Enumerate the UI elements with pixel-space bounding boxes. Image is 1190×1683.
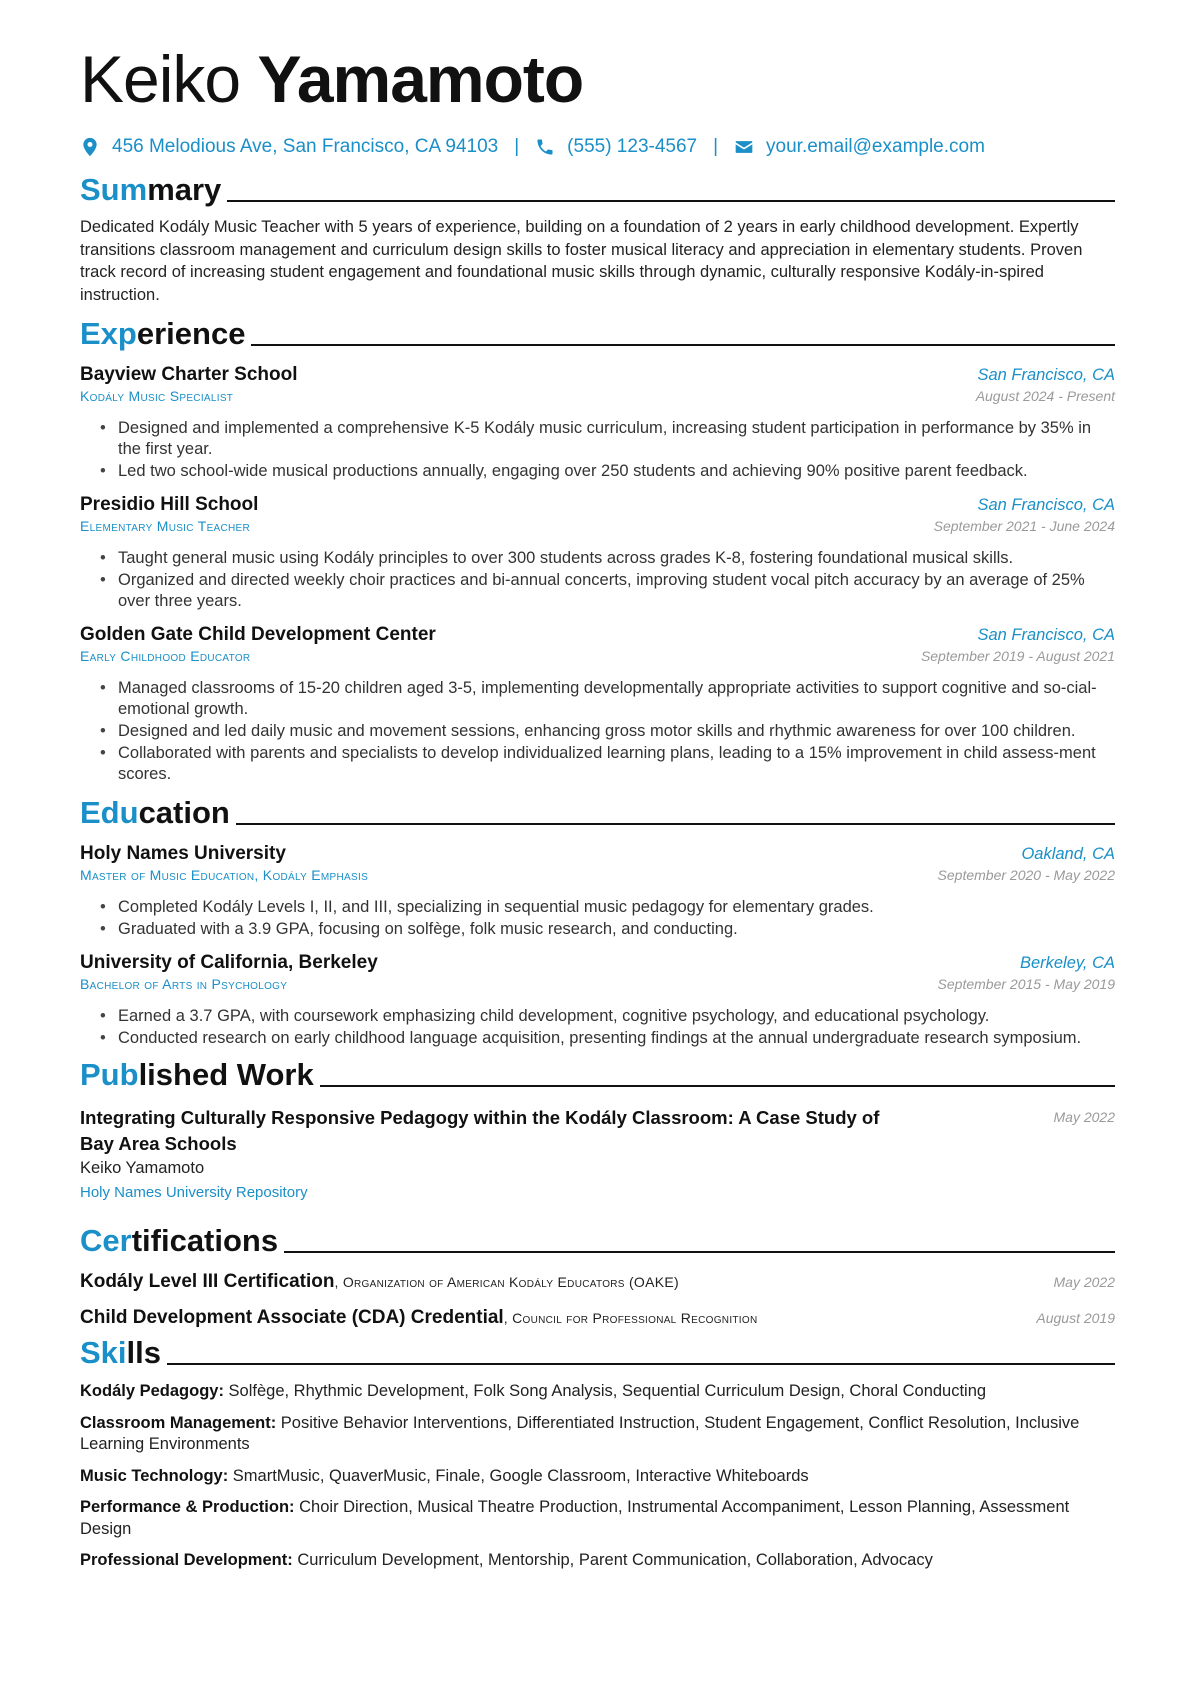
skills-heading: [80, 1335, 1115, 1371]
experience-heading: [80, 316, 1115, 352]
bullet-item: • Conducted research on early childhood language acquisition, presenting findings at the annual undergraduate research symposium.: [118, 1028, 1115, 1049]
certification-entry: [80, 1307, 1115, 1329]
degree-title: Bachelor of Arts in Psychology: [80, 976, 288, 992]
published-heading: [80, 1057, 1115, 1093]
school-bullets: [80, 1006, 1115, 1049]
bullet-item: • Graduated with a 3.9 GPA, focusing on solfège, folk music research, and conducting.: [118, 919, 1115, 940]
skill-group: [80, 1381, 1115, 1403]
bullet-item: • Designed and led daily music and movement sessions, enhancing gross motor skills and rhythmic awareness for over 100 children.: [118, 721, 1115, 742]
candidate-name: [80, 38, 1115, 120]
job-location: San Francisco, CA: [977, 366, 1115, 384]
section-rule: [236, 823, 1115, 825]
job-location: San Francisco, CA: [977, 626, 1115, 644]
skill-group: [80, 1466, 1115, 1488]
skill-group: [80, 1550, 1115, 1572]
publication-author: Keiko Yamamoto: [80, 1159, 205, 1177]
school-location: Oakland, CA: [1021, 845, 1115, 863]
bullet-item: • Organized and directed weekly choir practices and bi-annual concerts, improving student vocal pitch accuracy by an average of 25% over three years.: [118, 570, 1115, 612]
email-link[interactable]: your.email@example.com: [766, 136, 985, 157]
bullet-item: • Designed and implemented a comprehensive K-5 Kodály music curriculum, increasing student participation in performance by 35% in the first year.: [118, 418, 1115, 460]
phone-item: [535, 136, 697, 158]
section-title-rest: lished Work: [138, 1057, 314, 1092]
address-item: [80, 136, 498, 158]
section-title-accent: Exp: [80, 316, 137, 351]
education-entry: [80, 952, 1115, 1049]
certification-issuer: , Organization of American Kodály Educators (OAKE): [334, 1274, 679, 1290]
skill-values: Positive Behavior Interventions, Differentiated Instruction, Student Engagement, Conflict Resolution, Inclusive Learning Environments: [80, 1413, 1080, 1453]
section-title: [80, 795, 230, 831]
employer-name: Presidio Hill School: [80, 494, 259, 515]
job-title: Elementary Music Teacher: [80, 518, 251, 534]
education-entry: [80, 843, 1115, 940]
publication-date: May 2022: [1053, 1109, 1115, 1125]
certification-name: Child Development Associate (CDA) Credential: [80, 1307, 504, 1328]
map-pin-icon: [80, 137, 100, 157]
bullet-item: • Completed Kodály Levels I, II, and III, specializing in sequential music pedagogy for elementary grades.: [118, 897, 1115, 918]
experience-entry: [80, 624, 1115, 785]
phone-text: (555) 123-4567: [567, 136, 698, 157]
certification-date: August 2019: [1036, 1310, 1115, 1326]
section-title-accent: Cer: [80, 1223, 132, 1258]
school-dates: September 2020 - May 2022: [937, 867, 1115, 883]
school-dates: September 2015 - May 2019: [937, 976, 1115, 992]
job-title: Early Childhood Educator: [80, 648, 251, 664]
first-name: Keiko: [80, 42, 241, 116]
school-name: Holy Names University: [80, 843, 286, 864]
skill-label: Music Technology:: [80, 1466, 229, 1485]
skill-group: [80, 1497, 1115, 1540]
last-name: Yamamoto: [257, 42, 584, 116]
bullet-item: • Managed classrooms of 15-20 children aged 3-5, implementing developmentally appropriate activities to support cognitive and so-cial-emotional growth.: [118, 678, 1115, 720]
section-title: [80, 1335, 161, 1371]
section-title-rest: tifications: [131, 1223, 279, 1258]
certifications-heading: [80, 1223, 1115, 1259]
email-item[interactable]: [734, 136, 985, 158]
address-text: 456 Melodious Ave, San Francisco, CA 94103: [112, 136, 499, 157]
skill-values: Choir Direction, Musical Theatre Production, Instrumental Accompaniment, Lesson Planning, Assessment Design: [80, 1498, 1070, 1538]
certification-date: May 2022: [1053, 1274, 1115, 1290]
contact-bar: [80, 136, 1115, 158]
publication-title: Integrating Culturally Responsive Pedagogy within the Kodály Classroom: A Case Study of Bay Area Schools: [80, 1107, 880, 1154]
job-bullets: [80, 678, 1115, 785]
school-location: Berkeley, CA: [1019, 954, 1115, 972]
section-title-accent: Pub: [80, 1057, 139, 1092]
section-rule: [227, 200, 1115, 202]
envelope-icon: [734, 137, 754, 157]
job-dates: August 2024 - Present: [975, 388, 1115, 404]
job-dates: September 2021 - June 2024: [933, 518, 1115, 534]
bullet-item: • Collaborated with parents and specialists to develop individualized learning plans, leading to a 15% improvement in child assess-ment scores.: [118, 743, 1115, 785]
section-rule: [167, 1363, 1115, 1365]
job-title: Kodály Music Specialist: [80, 388, 234, 404]
education-heading: [80, 795, 1115, 831]
section-rule: [284, 1251, 1115, 1253]
section-title-rest: erience: [136, 316, 246, 351]
publication-entry: [80, 1105, 1115, 1201]
section-title-rest: mary: [147, 172, 222, 207]
experience-entry: [80, 494, 1115, 612]
section-title: [80, 316, 245, 352]
job-bullets: [80, 548, 1115, 612]
school-name: University of California, Berkeley: [80, 952, 378, 973]
bullet-item: • Led two school-wide musical productions annually, engaging over 250 students and achieving 90% positive parent feedback.: [118, 461, 1115, 482]
school-bullets: [80, 897, 1115, 940]
section-title-accent: Ski: [80, 1335, 127, 1370]
job-bullets: [80, 418, 1115, 482]
section-rule: [320, 1085, 1115, 1087]
skill-label: Classroom Management:: [80, 1413, 277, 1432]
summary-text: Dedicated Kodály Music Teacher with 5 years of experience, building on a foundation of 2 years in early childhood development. Expertly transitions classroom management and curriculum design skills to foster musical literacy and appreciation in elementary students. Proven track record of increasing student engagement and foundational music skills through dynamic, culturally responsive Kodály-in-spired instruction.: [80, 218, 1083, 304]
certification-name: Kodály Level III Certification: [80, 1271, 335, 1292]
publication-source[interactable]: Holy Names University Repository: [80, 1184, 308, 1201]
section-title-rest: lls: [126, 1335, 161, 1370]
contact-separator: |: [514, 136, 520, 157]
bullet-item: • Taught general music using Kodály principles to over 300 students across grades K-8, fostering foundational musical skills.: [118, 548, 1115, 569]
certification-issuer: , Council for Professional Recognition: [503, 1310, 758, 1326]
contact-separator: |: [713, 136, 719, 157]
job-dates: September 2019 - August 2021: [920, 648, 1115, 664]
section-title: [80, 1057, 314, 1093]
section-title-accent: Sum: [80, 172, 148, 207]
skill-label: Kodály Pedagogy:: [80, 1382, 224, 1400]
skill-label: Performance & Production:: [80, 1498, 295, 1516]
section-title-accent: Edu: [80, 795, 139, 830]
section-title: [80, 172, 221, 208]
summary-heading: [80, 172, 1115, 208]
skill-label: Professional Development:: [80, 1551, 293, 1569]
phone-icon: [535, 137, 555, 157]
degree-title: Master of Music Education, Kodály Emphasis: [80, 867, 369, 883]
experience-entry: [80, 364, 1115, 482]
skill-values: Curriculum Development, Mentorship, Parent Communication, Collaboration, Advocacy: [292, 1551, 933, 1569]
skill-group: [80, 1413, 1115, 1456]
certification-entry: [80, 1271, 1115, 1293]
skill-values: SmartMusic, QuaverMusic, Finale, Google Classroom, Interactive Whiteboards: [228, 1466, 809, 1485]
job-location: San Francisco, CA: [977, 496, 1115, 514]
employer-name: Bayview Charter School: [80, 364, 298, 385]
section-title-rest: cation: [138, 795, 230, 830]
skill-values: Solfège, Rhythmic Development, Folk Song Analysis, Sequential Curriculum Design, Choral Conducting: [223, 1382, 987, 1400]
bullet-item: • Earned a 3.7 GPA, with coursework emphasizing child development, cognitive psychology, and educational psychology.: [118, 1006, 1115, 1027]
section-rule: [251, 344, 1115, 346]
employer-name: Golden Gate Child Development Center: [80, 624, 436, 645]
section-title: [80, 1223, 278, 1259]
